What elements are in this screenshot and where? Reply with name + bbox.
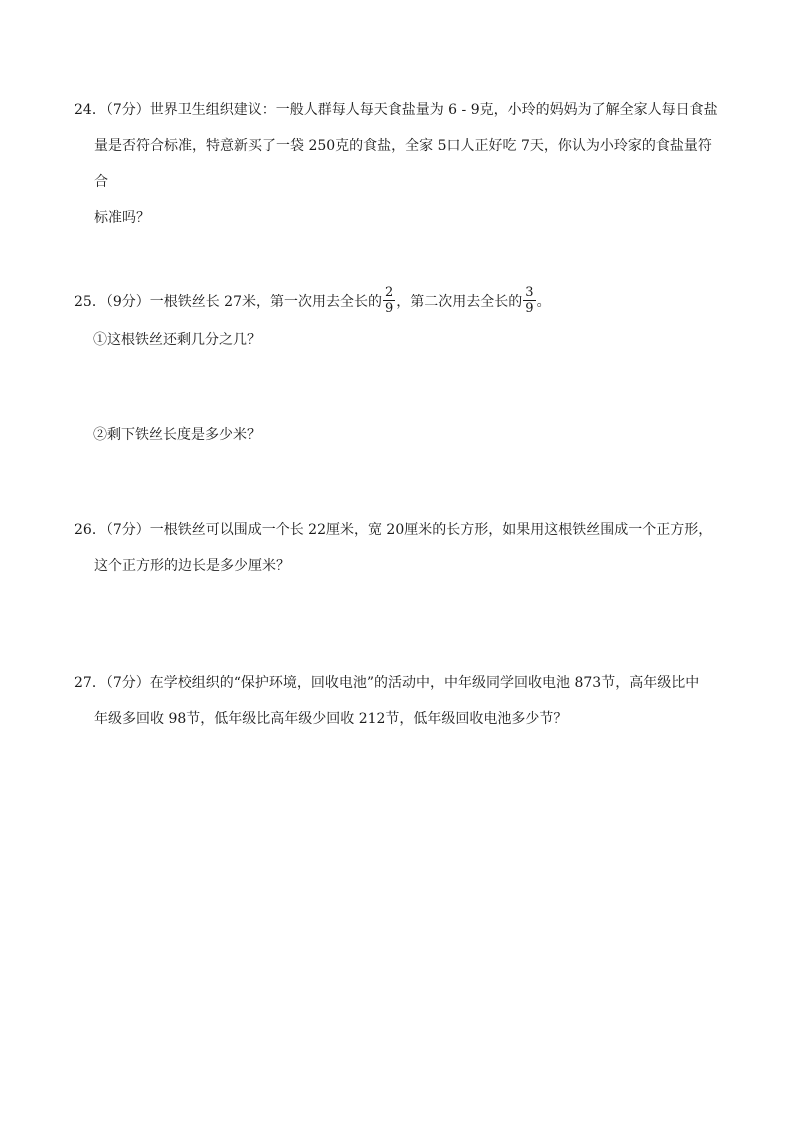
question-27-line-2: 年级多回收 98节，低年级比高年级少回收 212节，低年级回收电池多少节？ [94, 711, 568, 727]
fraction-numerator: 2 [385, 284, 394, 300]
question-24 [74, 92, 724, 236]
question-27-line-1: 27．（7分）在学校组织的“保护环境，回收电池”的活动中，中年级同学回收电池 873节，高年级比中 [74, 675, 700, 691]
fraction-numerator: 3 [525, 284, 534, 300]
question-25-sub-1: ①这根铁丝还剩几分之几？ [93, 332, 261, 348]
question-24-line-1: 24．（7分）世界卫生组织建议：一般人群每人每天食盐量为 6 - 9克，小玲的妈妈为了解全家人每日食盐 [74, 102, 718, 118]
question-25-text-c: 。 [536, 294, 551, 310]
question-25 [74, 284, 724, 320]
fraction-two-ninths [383, 286, 395, 315]
question-25-sub-2: ②剩下铁丝长度是多少米？ [93, 427, 261, 443]
question-25-text-a: 25．（9分）一根铁丝长 27米，第一次用去全长的 [74, 294, 382, 310]
question-26-line-1: 26．（7分）一根铁丝可以围成一个长 22厘米，宽 20厘米的长方形，如果用这根铁丝围成一个正方形， [74, 522, 713, 538]
question-26 [74, 512, 724, 584]
question-24-line-2: 量是否符合标准，特意新买了一袋 250克的食盐，全家 5口人正好吃 7天，你认为小玲家的食盐量符合 [94, 138, 712, 190]
question-25-line-1 [74, 284, 724, 320]
question-26-line-2: 这个正方形的边长是多少厘米？ [94, 558, 290, 574]
fraction-denominator: 9 [525, 300, 534, 316]
question-24-line-3: 标准吗？ [94, 210, 150, 226]
question-27 [74, 665, 724, 737]
question-25-text-b: ，第二次用去全长的 [396, 294, 523, 310]
fraction-denominator: 9 [385, 300, 394, 316]
fraction-three-ninths [523, 286, 535, 315]
